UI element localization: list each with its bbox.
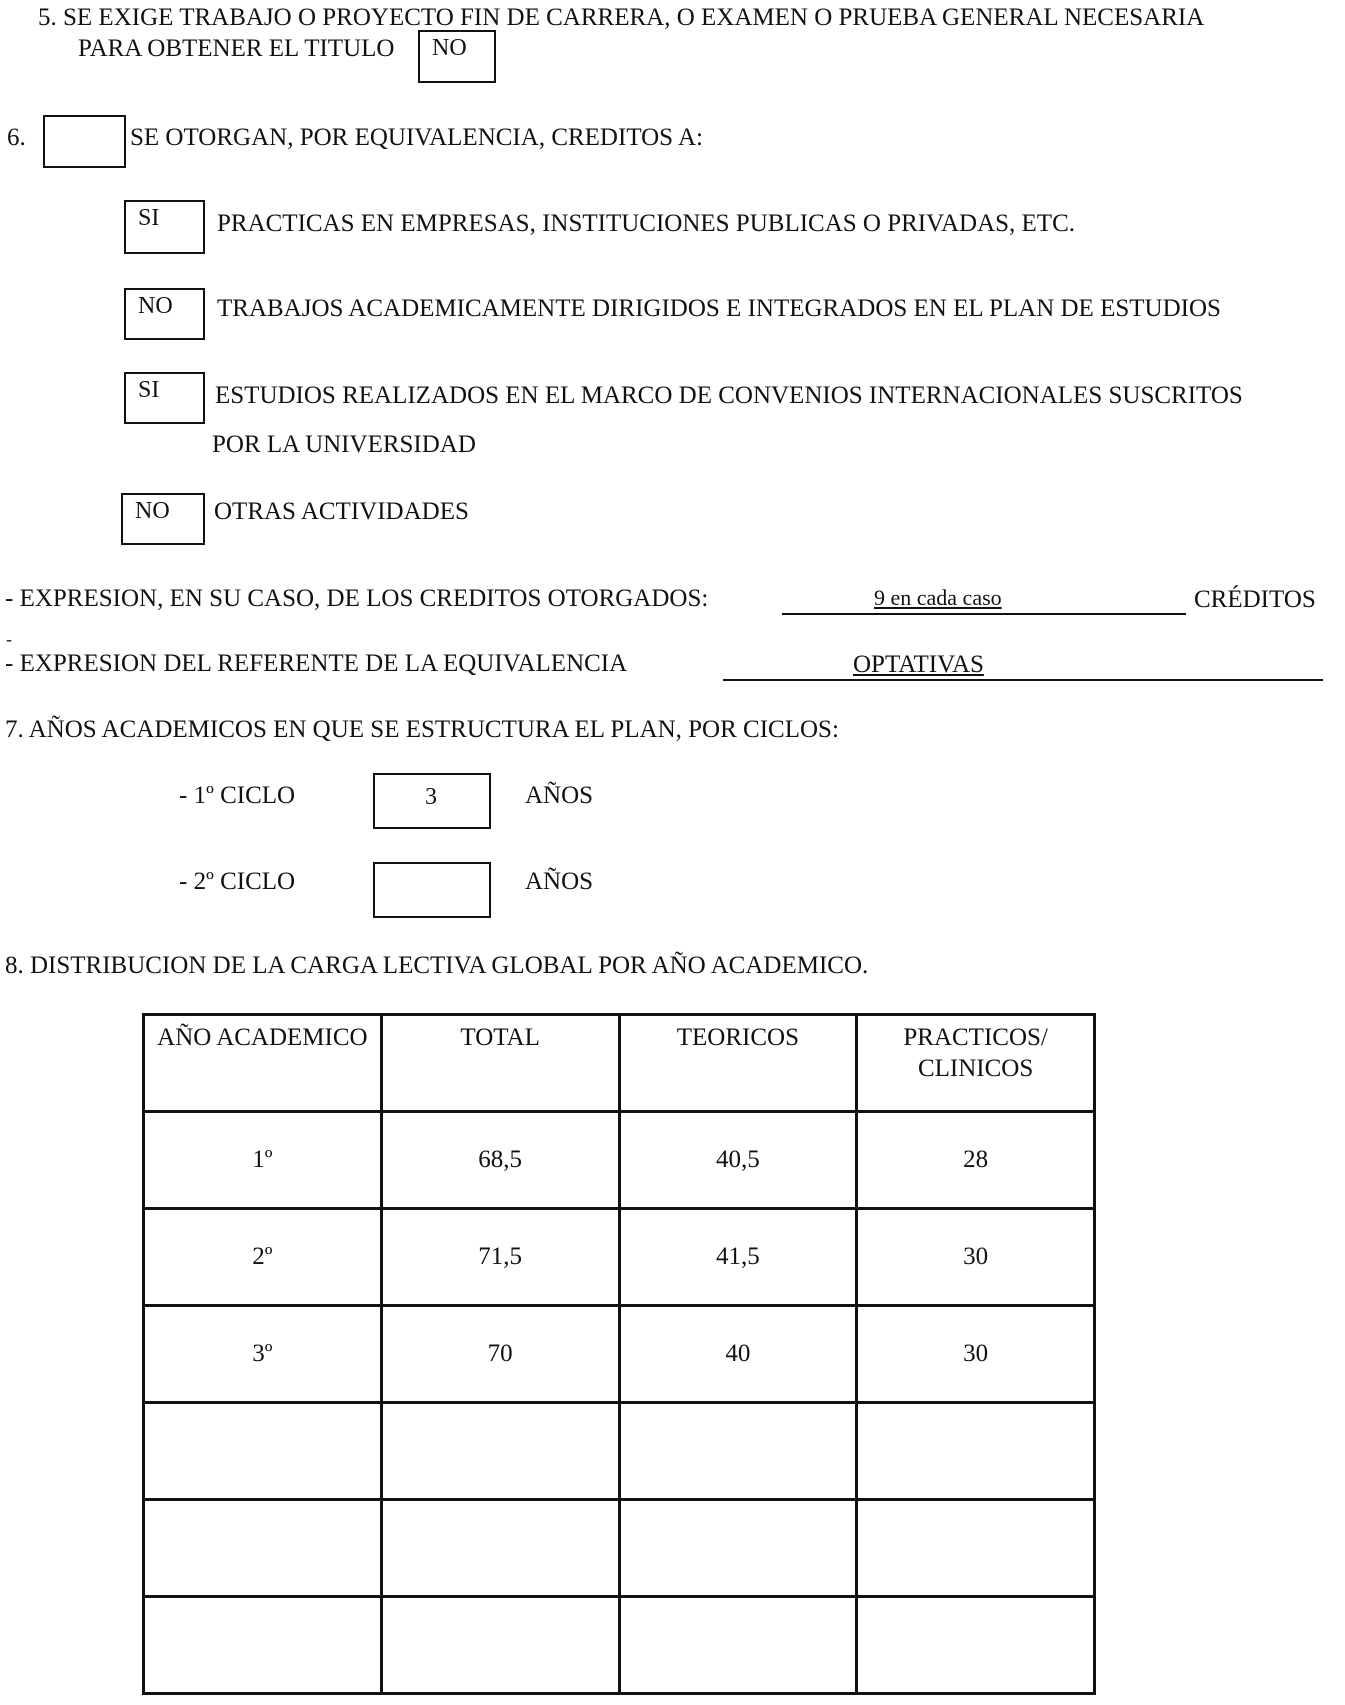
item6-text: SE OTORGAN, POR EQUIVALENCIA, CREDITOS A:: [130, 124, 703, 151]
cell-practicos[interactable]: [857, 1597, 1095, 1694]
option-box-otras[interactable]: [121, 493, 205, 545]
cell-ano: 3º: [144, 1306, 382, 1403]
table-row: [144, 1209, 1095, 1306]
creditos-value[interactable]: 9 en cada caso: [874, 585, 1002, 610]
cell-practicos[interactable]: [857, 1500, 1095, 1597]
table-row: [144, 1112, 1095, 1209]
item6-number: 6.: [7, 124, 26, 151]
item5-line2: PARA OBTENER EL TITULO: [78, 35, 395, 62]
referente-value[interactable]: OPTATIVAS: [853, 651, 984, 678]
table-row: [144, 1403, 1095, 1500]
cell-total[interactable]: [381, 1597, 619, 1694]
cell-practicos: 30: [857, 1209, 1095, 1306]
referente-underline: [723, 679, 1323, 681]
creditos-label: - EXPRESION, EN SU CASO, DE LOS CREDITOS OTORGADOS:: [5, 585, 709, 612]
ciclo2-box[interactable]: [373, 862, 491, 918]
header-ano-academico: AÑO ACADEMICO: [144, 1015, 382, 1112]
cell-practicos[interactable]: [857, 1403, 1095, 1500]
item7-title: 7. AÑOS ACADEMICOS EN QUE SE ESTRUCTURA EL PLAN, POR CICLOS:: [5, 716, 839, 743]
item8-title: 8. DISTRIBUCION DE LA CARGA LECTIVA GLOBAL POR AÑO ACADEMICO.: [5, 952, 869, 979]
ciclo2-unit: AÑOS: [525, 868, 594, 895]
referente-label: - EXPRESION DEL REFERENTE DE LA EQUIVALENCIA: [5, 650, 628, 677]
option-value-otras: NO: [135, 498, 170, 524]
option-value-convenios: SI: [138, 377, 160, 403]
cell-teoricos: 40,5: [619, 1112, 857, 1209]
option-label-trabajos: TRABAJOS ACADEMICAMENTE DIRIGIDOS E INTEGRADOS EN EL PLAN DE ESTUDIOS: [217, 295, 1221, 322]
ciclo1-value: 3: [425, 784, 437, 810]
cell-practicos: 30: [857, 1306, 1095, 1403]
option-value-trabajos: NO: [138, 293, 173, 319]
cell-ano: 1º: [144, 1112, 382, 1209]
item6-answer-box[interactable]: [43, 115, 126, 168]
cell-ano[interactable]: [144, 1403, 382, 1500]
cell-teoricos: 40: [619, 1306, 857, 1403]
cell-total[interactable]: [381, 1403, 619, 1500]
ciclo2-label: - 2º CICLO: [179, 868, 296, 895]
item5-answer-value: NO: [432, 35, 467, 61]
creditos-underline: [782, 613, 1186, 615]
table-row: [144, 1597, 1095, 1694]
cell-total: 71,5: [381, 1209, 619, 1306]
cell-teoricos[interactable]: [619, 1500, 857, 1597]
cell-teoricos[interactable]: [619, 1597, 857, 1694]
option-label-otras: OTRAS ACTIVIDADES: [214, 498, 469, 525]
cell-ano[interactable]: [144, 1500, 382, 1597]
carga-lectiva-table: [142, 1013, 1096, 1695]
ciclo1-label: - 1º CICLO: [179, 782, 296, 809]
creditos-unit: CRÉDITOS: [1194, 586, 1316, 613]
item5-line1: 5. SE EXIGE TRABAJO O PROYECTO FIN DE CARRERA, O EXAMEN O PRUEBA GENERAL NECESARIA: [38, 4, 1205, 31]
option-box-trabajos[interactable]: [124, 288, 205, 340]
cell-ano: 2º: [144, 1209, 382, 1306]
cell-teoricos: 41,5: [619, 1209, 857, 1306]
option-label-practicas: PRACTICAS EN EMPRESAS, INSTITUCIONES PUBLICAS O PRIVADAS, ETC.: [217, 210, 1075, 237]
header-total: TOTAL: [381, 1015, 619, 1112]
option-box-convenios[interactable]: [124, 372, 205, 424]
option-label-convenios-line2: POR LA UNIVERSIDAD: [212, 431, 476, 458]
cell-total[interactable]: [381, 1500, 619, 1597]
cell-ano[interactable]: [144, 1597, 382, 1694]
item5-answer-box[interactable]: [418, 30, 496, 83]
option-label-convenios: ESTUDIOS REALIZADOS EN EL MARCO DE CONVENIOS INTERNACIONALES SUSCRITOS: [215, 382, 1243, 409]
cell-teoricos[interactable]: [619, 1403, 857, 1500]
ciclo1-unit: AÑOS: [525, 782, 594, 809]
header-practicos-clinicos: PRACTICOS/ CLINICOS: [857, 1015, 1095, 1112]
ciclo1-box[interactable]: [373, 773, 491, 829]
table-header-row: [144, 1015, 1095, 1112]
table-row: [144, 1306, 1095, 1403]
table-row: [144, 1500, 1095, 1597]
option-value-practicas: SI: [138, 205, 160, 231]
cell-practicos: 28: [857, 1112, 1095, 1209]
referente-mark: -: [6, 629, 12, 649]
header-teoricos: TEORICOS: [619, 1015, 857, 1112]
cell-total: 70: [381, 1306, 619, 1403]
option-box-practicas[interactable]: [124, 200, 205, 254]
cell-total: 68,5: [381, 1112, 619, 1209]
